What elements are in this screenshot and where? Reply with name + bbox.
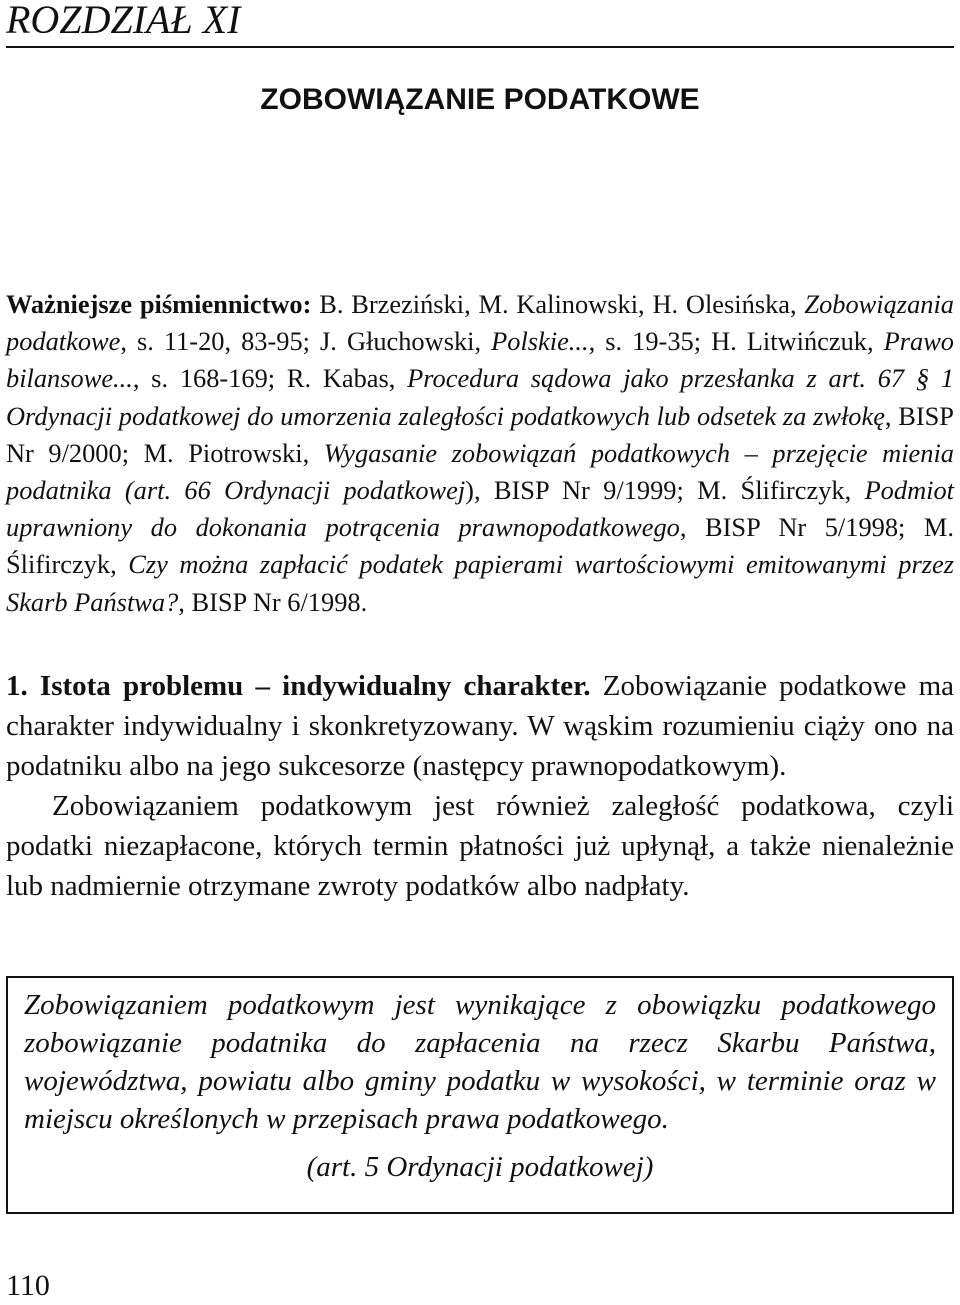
literature-title: Prawo bilansowe... xyxy=(6,326,954,394)
literature-title: Procedura sądowa jako przesłanka z art. 67 § 1 Ordynacji podatkowej do umorzenia zaległości podatkowych lub odsetek za zwłokę xyxy=(6,363,954,431)
chapter-label: ROZDZIAŁ XI xyxy=(6,0,241,42)
section-paragraph-text: Zobowiązanie podatkowe ma charakter indywidualny i skonkretyzowany. W wąskim rozumieniu ciąży ono na podatniku albo na jego sukcesorze (następcy prawnopodatkowym). xyxy=(6,670,955,782)
section-paragraph xyxy=(6,666,954,786)
page-number: 110 xyxy=(6,1269,50,1302)
literature-segment: , BISP Nr 9/2000; M. Piotrowski, xyxy=(6,400,954,468)
literature-label: Ważniejsze piśmiennictwo: xyxy=(6,289,312,319)
literature-segment: B. Brzeziński, M. Kalinowski, H. Olesińska, xyxy=(311,289,805,319)
literature-title: Polskie... xyxy=(491,326,589,357)
chapter-divider xyxy=(6,46,954,48)
literature-segment: , s. 11-20, 83-95; J. Głuchowski, xyxy=(120,326,492,357)
literature-title: Zobowiązania podatkowe xyxy=(6,289,954,357)
definition-source xyxy=(24,1148,936,1186)
literature-segment: , s. 19-35; H. Litwińczuk, xyxy=(588,326,884,357)
literature-title: Wygasanie zobowiązań podatkowych – przejęcie mienia podatnika (art. 66 Ordynacji podatkowej xyxy=(6,437,954,506)
literature-segment: , BISP Nr 6/1998. xyxy=(178,586,368,617)
chapter-title: ZOBOWIĄZANIE PODATKOWE xyxy=(260,83,700,116)
literature-segment: ), BISP Nr 9/1999; M. Ślifirczyk, xyxy=(465,475,865,506)
literature-segment: , s. 168-169; R. Kabas, xyxy=(132,363,408,394)
definition-text: Zobowiązaniem podatkowym jest wynikające z obowiązku podatkowego zobowiązanie podatnika do zapłacenia na rzecz Skarbu Państwa, województwa, powiatu albo gminy podatku w wysokości, w terminie oraz w miejscu określonych w przepisach prawa podatkowego. xyxy=(24,989,936,1135)
literature-segment: , BISP Nr 5/1998; M. Ślifirczyk, xyxy=(6,512,954,580)
literature-paragraph xyxy=(6,286,954,621)
definition-source-text: (art. 5 Ordynacji podatkowej) xyxy=(306,1151,654,1183)
literature-title: Podmiot uprawniony do dokonania potrącenia prawnopodatkowego xyxy=(6,475,954,543)
section-heading: 1. Istota problemu – indywidualny charakter. xyxy=(6,670,591,702)
definition-box xyxy=(6,976,954,1214)
literature-title: Czy można zapłacić podatek papierami wartościowymi emitowanymi przez Skarb Państwa? xyxy=(6,549,955,617)
section-1 xyxy=(6,666,954,906)
literature-text xyxy=(6,289,954,617)
section-paragraph-2: Zobowiązaniem podatkowym jest również zaległość podatkowa, czyli podatki niezapłacone, których termin płatności już upłynął, a także nienależnie lub nadmiernie otrzymane zwroty podatków albo nadpłaty. xyxy=(6,790,954,902)
